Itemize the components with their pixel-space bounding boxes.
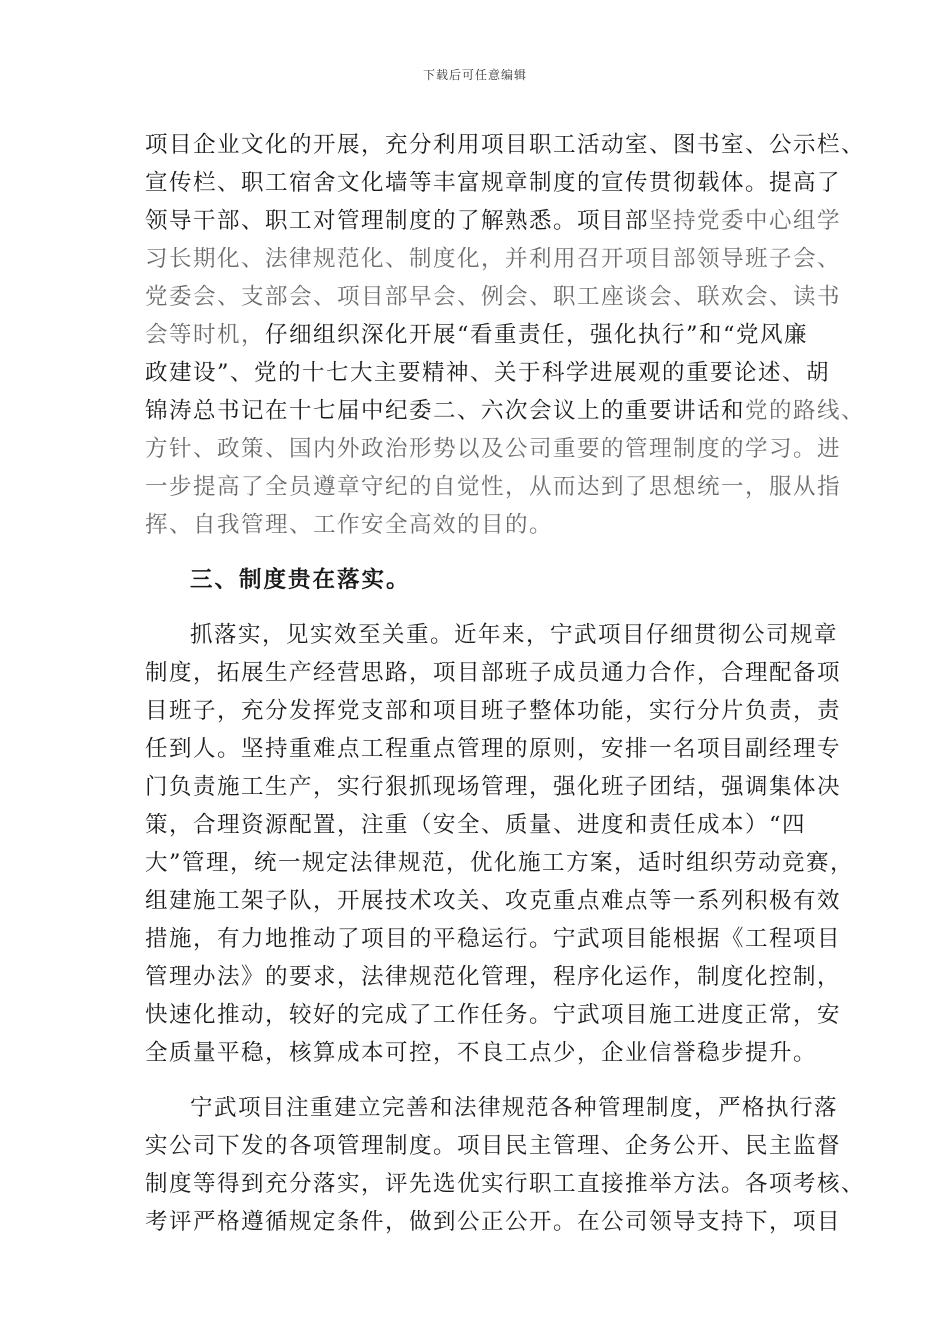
para3-line-4: 考评严格遵循规定条件，做到公正公开。在公司领导支持下，项目 xyxy=(145,1209,842,1235)
para1-line-5: 党委会、支部会、项目部早会、例会、职工座谈会、联欢会、读书 xyxy=(145,284,842,310)
para1-line-3b: 坚持党委中心组学 xyxy=(649,208,842,234)
para2-line-8: 组建施工架子队，开展技术攻关、攻克重点难点等一系列积极有效 xyxy=(145,888,842,914)
para1-line-2: 宣传栏、职工宿舍文化墙等丰富规章制度的宣传贯彻载体。提高了 xyxy=(145,170,842,196)
para1-line-6b: 仔细组织深化开展“看重责任，强化执行”和“党风廉 xyxy=(265,322,809,348)
page-header: 下载后可任意编辑 xyxy=(422,68,527,82)
para2-line-11: 快速化推动，较好的完成了工作任务。宁武项目施工进度正常，安 xyxy=(145,1002,842,1028)
para1-line-6 xyxy=(145,320,808,350)
para3-line-3: 制度等得到充分落实，评先选优实行职工直接推举方法。各项考核、 xyxy=(145,1171,866,1197)
para1-line-1: 项目企业文化的开展，充分利用项目职工活动室、图书室、公示栏、 xyxy=(145,132,866,158)
para1-line-9: 方针、政策、国内外政治形势以及公司重要的管理制度的学习。进 xyxy=(145,436,842,462)
para1-line-8 xyxy=(145,396,865,426)
para1-line-8b: 党的路线、 xyxy=(745,398,866,424)
para2-line-4: 任到人。坚持重难点工程重点管理的原则，安排一名项目副经理专 xyxy=(145,736,842,762)
para2-line-6: 策，合理资源配置，注重（安全、质量、进度和责任成本）“四 xyxy=(145,812,807,838)
para2-line-1: 抓落实，见实效至关重。近年来，宁武项目仔细贯彻公司规章 xyxy=(190,622,839,648)
para1-line-6a: 会等时机， xyxy=(145,322,266,348)
para1-line-3 xyxy=(145,206,841,236)
para2-line-7: 大”管理，统一规定法律规范，优化施工方案，适时组织劳动竞赛， xyxy=(145,850,855,876)
para3-line-1: 宁武项目注重建立完善和法律规范各种管理制度，严格执行落 xyxy=(190,1095,839,1121)
para1-line-4: 习长期化、法律规范化、制度化，并利用召开项目部领导班子会、 xyxy=(145,246,842,272)
para2-line-10: 管理办法》的要求，法律规范化管理，程序化运作，制度化控制， xyxy=(145,964,842,990)
para2-line-12: 全质量平稳，核算成本可控，不良工点少，企业信誉稳步提升。 xyxy=(145,1040,818,1066)
section-heading: 三、制度贵在落实。 xyxy=(190,567,411,593)
para3-line-2: 实公司下发的各项管理制度。项目民主管理、企务公开、民主监督 xyxy=(145,1133,842,1159)
para2-line-5: 门负责施工生产，实行狠抓现场管理，强化班子团结，强调集体决 xyxy=(145,774,842,800)
para1-line-10: 一步提高了全员遵章守纪的自觉性，从而达到了思想统一，服从指 xyxy=(145,474,842,500)
para1-line-3a: 领导干部、职工对管理制度的了解熟悉。项目部 xyxy=(145,208,650,234)
para1-line-7: 政建设”、党的十七大主要精神、关于科学进展观的重要论述、胡 xyxy=(145,360,831,386)
para1-line-11: 挥、自我管理、工作安全高效的目的。 xyxy=(145,512,554,538)
para2-line-2: 制度，拓展生产经营思路，项目部班子成员通力合作，合理配备项 xyxy=(145,660,842,686)
para2-line-3: 目班子，充分发挥党支部和项目班子整体功能，实行分片负责，责 xyxy=(145,698,842,724)
para2-line-9: 措施，有力地推动了项目的平稳运行。宁武项目能根据《工程项目 xyxy=(145,926,842,952)
para1-line-8a: 锦涛总书记在十七届中纪委二、六次会议上的重要讲话和 xyxy=(145,398,746,424)
